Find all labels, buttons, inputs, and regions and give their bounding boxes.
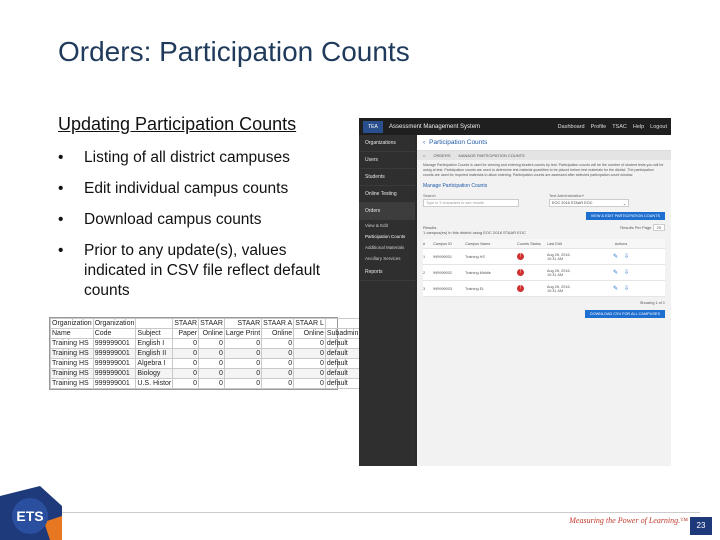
admin-label: Test Administration* (549, 193, 585, 198)
sheet-cell: default (325, 359, 360, 369)
page-title: Participation Counts (429, 139, 488, 146)
table-row (423, 265, 665, 281)
home-icon[interactable]: ⌂ (423, 153, 426, 158)
download-csv-button[interactable]: DOWNLOAD CSV FOR ALL CAMPUSES (585, 310, 665, 318)
sheet-cell: STAAR (174, 320, 198, 327)
crumb-current: MANAGE PARTICIPATION COUNTS (458, 153, 525, 158)
sheet-cell: 0 (262, 349, 294, 359)
crumb-orders[interactable]: ORDERS (433, 153, 451, 158)
sheet-cell: 0 (294, 339, 326, 349)
download-icon[interactable]: ⇩ (624, 270, 630, 276)
download-icon[interactable]: ⇩ (624, 254, 630, 260)
sheet-cell: Training HS (51, 359, 94, 369)
last-edit: Aug 26, 2016, 10:31 AM (547, 252, 571, 261)
sheet-row (51, 359, 360, 369)
bullet-item: • Download campus counts (58, 211, 262, 228)
sheet-row (51, 379, 360, 389)
sidebar-item-participation-counts[interactable]: Participation Counts (365, 234, 406, 239)
sheet-cell: 0 (262, 369, 294, 379)
sidebar-item-online-testing[interactable]: Online Testing (359, 186, 415, 203)
sub-heading: Updating Participation Counts (58, 114, 297, 134)
sheet-cell: 0 (224, 339, 261, 349)
column-header: # (423, 241, 426, 246)
row-actions (577, 285, 665, 292)
table-row (423, 249, 665, 265)
sheet-cell: 0 (224, 359, 261, 369)
system-title: Assessment Management System (389, 123, 481, 130)
sheet-cell: STAAR A (263, 320, 293, 327)
sidebar-item-users[interactable]: Users (359, 152, 415, 169)
warning-icon: ! (517, 269, 524, 276)
row-actions (577, 253, 665, 260)
topnav-help[interactable]: Help (632, 123, 645, 130)
edit-icon[interactable]: ✎ (612, 270, 618, 276)
sheet-cell: 0 (224, 379, 261, 389)
sheet-cell: STAAR (200, 320, 223, 327)
sheet-cell: Name (51, 329, 94, 339)
page-number: 23 (690, 517, 712, 535)
sheet-cell: Code (93, 329, 136, 339)
per-page-select[interactable]: 25 (653, 224, 665, 231)
campus-table (423, 239, 665, 297)
sheet-cell: Biology (136, 369, 173, 379)
sheet-cell: Online (262, 329, 294, 339)
last-edit: Aug 26, 2016, 10:31 AM (547, 268, 571, 277)
sheet-cell: Training HS (51, 349, 94, 359)
chevron-down-icon: ⌄ (622, 202, 626, 206)
download-icon[interactable]: ⇩ (624, 286, 630, 292)
sheet-row (51, 329, 360, 339)
sheet-cell (325, 319, 360, 329)
campus-id: 999999001 (433, 254, 453, 259)
sidebar-item-additional-materials[interactable]: Additional Materials (365, 245, 405, 250)
last-edit: Aug 26, 2016, 10:31 AM (547, 284, 571, 293)
warning-icon: ! (517, 253, 524, 260)
sheet-cell: Online (199, 329, 225, 339)
topnav-profile[interactable]: Profile (590, 123, 607, 130)
counts-status (517, 253, 547, 260)
warning-icon: ! (517, 285, 524, 292)
admin-select[interactable]: EOC 2016 STAAR EOC ⌄ (549, 199, 629, 207)
showing-count: Showing 1 of 1 (639, 301, 665, 305)
page-header (417, 135, 671, 151)
sheet-cell: 0 (294, 379, 326, 389)
tagline: Measuring the Power of Learning.™ (569, 516, 688, 525)
sheet-row (51, 349, 360, 359)
campus-name: Training EL (465, 286, 485, 291)
sheet-cell: Training HS (51, 339, 94, 349)
table-header-row (423, 239, 665, 249)
sheet-cell: 999999001 (93, 349, 136, 359)
column-header: Campus Name (465, 241, 491, 246)
campus-id: 999999002 (433, 270, 453, 275)
sidebar-item-orders[interactable]: Orders (359, 203, 415, 220)
sidebar-item-ancillary-services[interactable]: Ancillary Services (365, 256, 401, 261)
sheet-cell: default (325, 379, 360, 389)
search-label: Search (423, 193, 436, 198)
campus-name: Training Middle (465, 270, 491, 275)
sheet-cell: 999999001 (93, 339, 136, 349)
sheet-cell: 0 (199, 379, 225, 389)
sheet-cell: default (325, 339, 360, 349)
sheet-cell: STAAR (224, 319, 261, 329)
edit-icon[interactable]: ✎ (612, 254, 618, 260)
sheet-cell: Subject (136, 329, 173, 339)
topnav-tsac[interactable]: TSAC (612, 123, 627, 130)
page-description: Manage Participation Counts is used for viewing and entering student counts by test. Participation counts will be the number of student tests you will be using at test. Participation counts are used to determine test material quantities to be placed before test materials for the district. The participation counts are used for required materials to allow ordering. Participation counts are assessed after selected participation count window. (423, 163, 664, 177)
sheet-row (51, 339, 360, 349)
slide-title: Orders: Participation Counts (58, 36, 410, 67)
row-number: 1 (423, 254, 426, 259)
sheet-cell: Large Print (225, 330, 261, 337)
csv-spreadsheet (49, 317, 359, 390)
tea-logo: TEA (363, 121, 383, 133)
bullet-item: • Edit individual campus counts (58, 180, 289, 197)
sheet-cell: STAAR L (295, 320, 324, 327)
sheet-cell: 0 (199, 339, 225, 349)
sheet-cell: 0 (262, 379, 294, 389)
sheet-cell: Training HS (51, 369, 94, 379)
sheet-cell: 0 (173, 379, 199, 389)
view-edit-button[interactable]: VIEW & EDIT PARTICIPATION COUNTS (586, 212, 665, 220)
results-note: 1 campus(es) in this district using EOC 2016 STAAR EOC (423, 230, 526, 235)
sheet-cell: 0 (262, 359, 294, 369)
sheet-cell (136, 319, 173, 329)
counts-status (517, 269, 547, 276)
sidebar-item-view-edit[interactable]: View & Edit (365, 223, 388, 228)
edit-icon[interactable]: ✎ (612, 286, 618, 292)
sheet-cell: 999999001 (93, 379, 136, 389)
sheet-cell: 0 (199, 359, 225, 369)
sheet-cell: U.S. Histor (137, 380, 172, 387)
app-screenshot (359, 118, 671, 466)
column-header: Counts Status (517, 241, 541, 246)
sheet-cell: Organization (94, 320, 135, 327)
row-number: 3 (423, 286, 426, 291)
bullet-item: • Prior to any update(s), values indicated in CSV file reflect default counts (58, 242, 321, 299)
sheet-cell: 0 (173, 359, 199, 369)
sheet-cell: 0 (173, 339, 199, 349)
sheet-row (51, 319, 360, 329)
main-panel (417, 135, 671, 466)
sheet-cell: 0 (224, 369, 261, 379)
ets-logo-text: ETS (16, 508, 44, 524)
sheet-cell: 0 (199, 349, 225, 359)
sidebar-item-reports[interactable]: Reports (359, 264, 415, 281)
back-icon[interactable]: ‹ (423, 139, 426, 146)
sheet-cell: 0 (173, 349, 199, 359)
topnav-logout[interactable]: Logout (650, 123, 667, 130)
sidebar-item-organizations[interactable]: Organizations (359, 135, 415, 152)
counts-status (517, 285, 547, 292)
section-label: Manage Participation Counts (423, 183, 488, 189)
sheet-row (51, 369, 360, 379)
bullet-list (58, 148, 338, 312)
column-header: Last Edit (547, 241, 562, 246)
results-bar (417, 223, 671, 237)
row-actions (577, 269, 665, 276)
sheet-cell: default (325, 369, 360, 379)
filter-row (417, 191, 671, 209)
sheet-cell: Organization (52, 320, 92, 327)
bullet-item: • Listing of all district campuses (58, 149, 290, 166)
sheet-cell: 0 (294, 369, 326, 379)
app-topbar (359, 118, 671, 135)
row-number: 2 (423, 270, 426, 275)
sheet-cell: 0 (199, 369, 225, 379)
column-header: Actions (614, 241, 628, 246)
sidebar (359, 135, 415, 466)
sheet-cell: 999999001 (93, 359, 136, 369)
sheet-cell: 0 (262, 339, 294, 349)
sheet-cell: 0 (294, 359, 326, 369)
sheet-cell: 999999001 (93, 369, 136, 379)
breadcrumb (417, 151, 671, 160)
sheet-cell: 0 (294, 349, 326, 359)
sheet-cell: 0 (224, 349, 261, 359)
sheet-cell: Training HS (51, 379, 94, 389)
footer-divider (60, 512, 700, 513)
search-input[interactable]: Type in 3 characters to see results (423, 199, 519, 207)
sheet-cell: Algebra I (136, 359, 173, 369)
sheet-cell: Paper (173, 329, 199, 339)
sidebar-item-students[interactable]: Students (359, 169, 415, 186)
column-header: Campus ID (433, 241, 452, 246)
campus-id: 999999003 (433, 286, 453, 291)
sheet-cell: 0 (173, 369, 199, 379)
topnav-dashboard[interactable]: Dashboard (557, 123, 585, 130)
sheet-cell: English II (136, 349, 173, 359)
sheet-cell: English I (136, 339, 173, 349)
per-page-label: Results Per Page (620, 225, 652, 230)
table-row (423, 281, 665, 297)
sheet-cell: Subadmin (326, 330, 359, 337)
sheet-cell: default (325, 349, 360, 359)
ets-logo (0, 486, 62, 540)
sheet-cell: Online (294, 329, 326, 339)
results-label: Results (423, 225, 437, 230)
top-nav (558, 124, 667, 130)
campus-name: Training HS (465, 254, 485, 259)
